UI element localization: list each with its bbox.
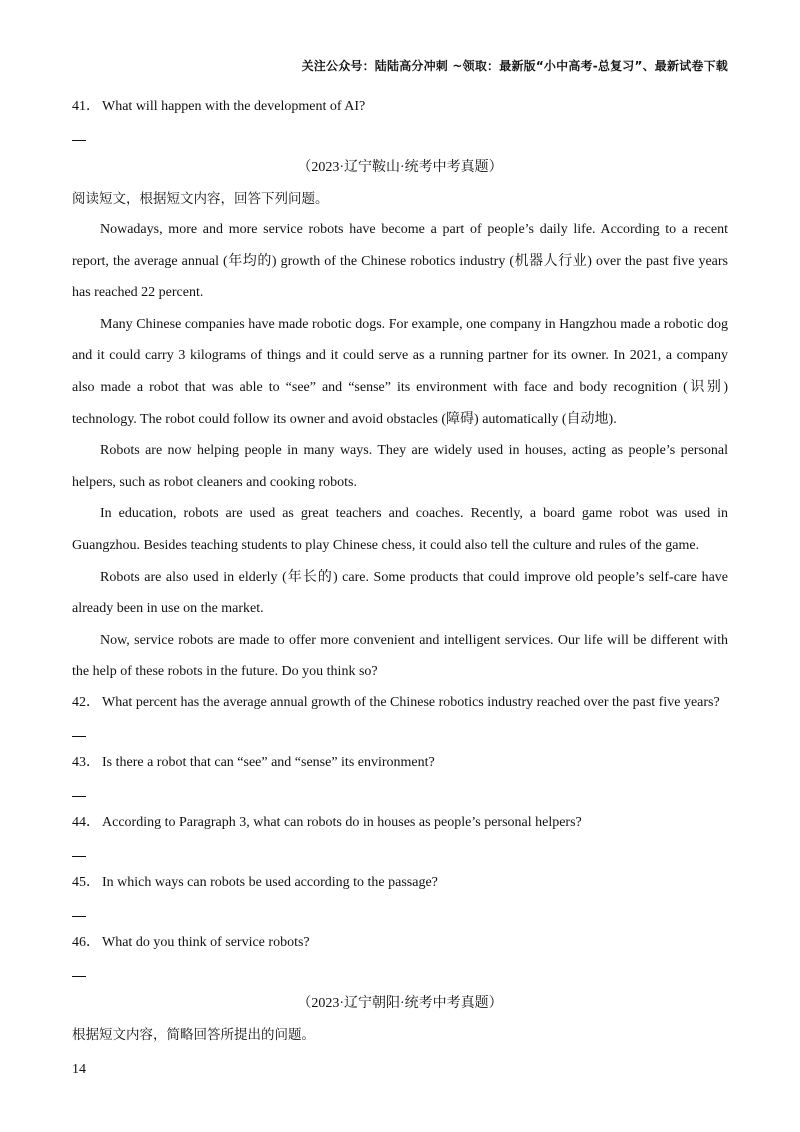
page-header: 关注公众号：陆陆高分冲刺 ~领取：最新版“小中高考-总复习”、最新试卷下载 [301,59,728,73]
question-text: What percent has the average annual growth of the Chinese robotics industry reached over the past five years? [102,694,720,710]
section-instruction: 根据短文内容，简略回答所提出的问题。 [72,1026,315,1043]
question-number: 42． [72,694,100,710]
passage-paragraph-6: Now, service robots are made to offer more convenient and intelligent services. Our life will be different with the help of these robots in the future. Do you think so? [72,632,728,680]
answer-blank[interactable] [72,898,728,928]
section-instruction: 阅读短文，根据短文内容，回答下列问题。 [72,191,329,207]
passage-paragraph-5: Robots are also used in elderly (年长的) care. Some products that could improve old people’s self-care have already been in use on the market. [72,569,728,617]
answer-blank[interactable] [72,838,728,868]
passage-paragraph-3: Robots are now helping people in many ways. They are widely used in houses, acting as people’s personal helpers, such as robot cleaners and cooking robots. [72,443,728,490]
question-text: According to Paragraph 3, what can robots do in houses as people’s personal helpers? [102,814,582,830]
question-45 [72,868,728,898]
question-number: 43． [72,754,100,770]
page-number: 14 [72,1062,86,1077]
answer-blank[interactable] [72,718,728,748]
passage-paragraph-1: Nowadays, more and more service robots have become a part of people’s daily life. According to a recent report, the average annual (年均的) growth of the Chinese robotics industry (机器人行业) over the past five years has reached 22 percent. [72,222,728,301]
question-number: 41． [72,99,100,114]
answer-blank[interactable] [72,778,728,808]
question-text: What will happen with the development of AI? [102,99,366,114]
question-44 [72,808,728,838]
passage-paragraph-4: In education, robots are used as great teachers and coaches. Recently, a board game robot was used in Guangzhou. Besides teaching students to play Chinese chess, it could also tell the culture and rules of the game. [72,506,728,553]
question-number: 46． [72,934,100,950]
passage-paragraph-2: Many Chinese companies have made robotic dogs. For example, one company in Hangzhou made a robotic dog and it could carry 3 kilograms of things and it could serve as a running partner for its owner. In 2021, a company also made a robot that was able to “see” and “sense” its environment with face and body recognition (识别) technology. The robot could follow its owner and avoid obstacles (障碍) automatically (自动地). [72,316,728,427]
question-number: 44． [72,814,100,830]
page-content [72,92,728,1050]
question-text: Is there a robot that can “see” and “sense” its environment? [102,754,435,770]
question-number: 45． [72,874,100,890]
question-text: In which ways can robots be used according to the passage? [102,874,438,890]
answer-blank[interactable] [72,122,728,152]
section-source: （2023·辽宁朝阳·统考中考真题） [297,995,503,1011]
question-46 [72,928,728,958]
section-source: （2023·辽宁鞍山·统考中考真题） [297,160,503,175]
question-43 [72,748,728,778]
answer-blank[interactable] [72,958,728,988]
question-41 [72,92,728,122]
question-text: What do you think of service robots? [102,934,310,950]
question-42 [72,688,728,718]
